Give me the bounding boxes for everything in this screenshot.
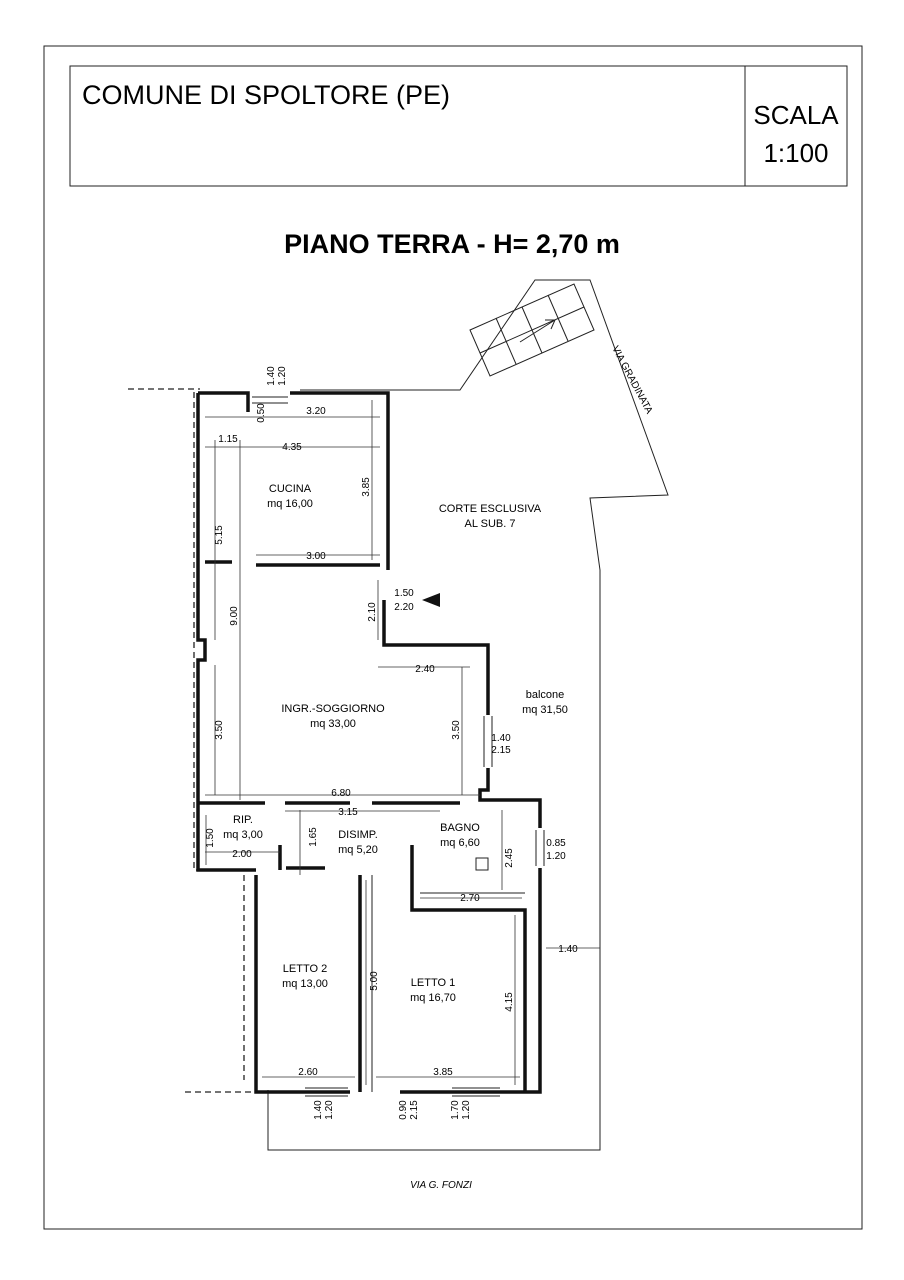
- dim-385-kitchen: 3.85: [361, 477, 372, 497]
- dim-315: 3.15: [338, 807, 358, 818]
- dim-415: 4.15: [504, 992, 515, 1012]
- room-area-letto1: mq 16,70: [410, 992, 456, 1004]
- dim-435: 4.35: [282, 442, 302, 453]
- plan-title: PIANO TERRA - H= 2,70 m: [284, 229, 620, 259]
- dim-200: 2.00: [232, 849, 252, 860]
- dim-kitchen-window-h: 1.20: [277, 366, 288, 386]
- room-line1-corte: CORTE ESCLUSIVA: [438, 503, 542, 515]
- street-bottom-label: VIA G. FONZI: [410, 1180, 472, 1191]
- dim-165: 1.65: [308, 827, 319, 847]
- scale-label: SCALA: [753, 100, 839, 130]
- room-name-bagno: BAGNO: [440, 822, 480, 834]
- dim-270: 2.70: [460, 893, 480, 904]
- room-name-letto1: LETTO 1: [410, 977, 456, 989]
- sheet-border: [44, 46, 862, 1229]
- entrance-arrow: [422, 593, 440, 607]
- dim-140-side: 1.40: [558, 944, 578, 955]
- room-area-balcone: mq 31,50: [522, 704, 568, 716]
- dim-bottom-door-h: 2.15: [409, 1100, 420, 1120]
- dim-320: 3.20: [306, 406, 326, 417]
- dim-door-w: 1.50: [394, 588, 414, 599]
- dim-350-right: 3.50: [451, 720, 462, 740]
- dim-balc-window-h: 2.15: [491, 745, 511, 756]
- room-area-bagno: mq 6,60: [440, 837, 480, 849]
- dim-balc-window-w: 1.40: [491, 733, 511, 744]
- dim-245: 2.45: [504, 848, 515, 868]
- stairs-direction-arrow: [520, 320, 555, 342]
- dim-900: 9.00: [229, 606, 240, 626]
- dim-bath-window-w: 0.85: [546, 838, 566, 849]
- dim-515: 5.15: [214, 525, 225, 545]
- dim-door-h: 2.20: [394, 602, 414, 613]
- dim-bottom-win1-h: 1.20: [324, 1100, 335, 1120]
- room-name-letto2: LETTO 2: [282, 963, 328, 975]
- room-name-soggiorno: INGR.-SOGGIORNO: [281, 703, 385, 715]
- dim-680: 6.80: [331, 788, 351, 799]
- dim-sill-050: 0.50: [256, 403, 267, 423]
- bath-fixture: [476, 858, 488, 870]
- room-name-disimp: DISIMP.: [338, 829, 378, 841]
- stairs: [470, 284, 594, 376]
- scale-value: 1:100: [763, 138, 829, 168]
- dim-240: 2.40: [415, 664, 435, 675]
- dim-115: 1.15: [218, 434, 238, 445]
- dim-150: 1.50: [205, 828, 216, 848]
- dim-260: 2.60: [298, 1067, 318, 1078]
- room-area-disimp: mq 5,20: [338, 844, 378, 856]
- dim-300: 3.00: [306, 551, 326, 562]
- room-line2-corte: AL SUB. 7: [464, 518, 516, 530]
- room-area-letto2: mq 13,00: [282, 978, 328, 990]
- dim-bottom-win2-h: 1.20: [461, 1100, 472, 1120]
- dim-385-bed: 3.85: [433, 1067, 453, 1078]
- via-gradinata-label: VIA GRADINATA: [609, 344, 655, 416]
- dim-bottom-door-w: 0.90: [398, 1100, 409, 1120]
- room-name-balcone: balcone: [525, 689, 565, 701]
- municipality-title: COMUNE DI SPOLTORE (PE): [82, 80, 451, 110]
- dim-500: 5.00: [369, 971, 380, 991]
- room-area-cucina: mq 16,00: [267, 498, 313, 510]
- room-name-rip: RIP.: [233, 814, 253, 826]
- dim-210: 2.10: [367, 602, 378, 622]
- dim-kitchen-window-w: 1.40: [266, 366, 277, 386]
- room-area-soggiorno: mq 33,00: [310, 718, 356, 730]
- dim-bottom-win2-w: 1.70: [450, 1100, 461, 1120]
- dim-350-left: 3.50: [214, 720, 225, 740]
- room-area-rip: mq 3,00: [223, 829, 263, 841]
- dim-bath-window-h: 1.20: [546, 851, 566, 862]
- room-name-cucina: CUCINA: [268, 483, 312, 495]
- dim-bottom-win1-w: 1.40: [313, 1100, 324, 1120]
- courtyard-outline: [268, 280, 668, 1150]
